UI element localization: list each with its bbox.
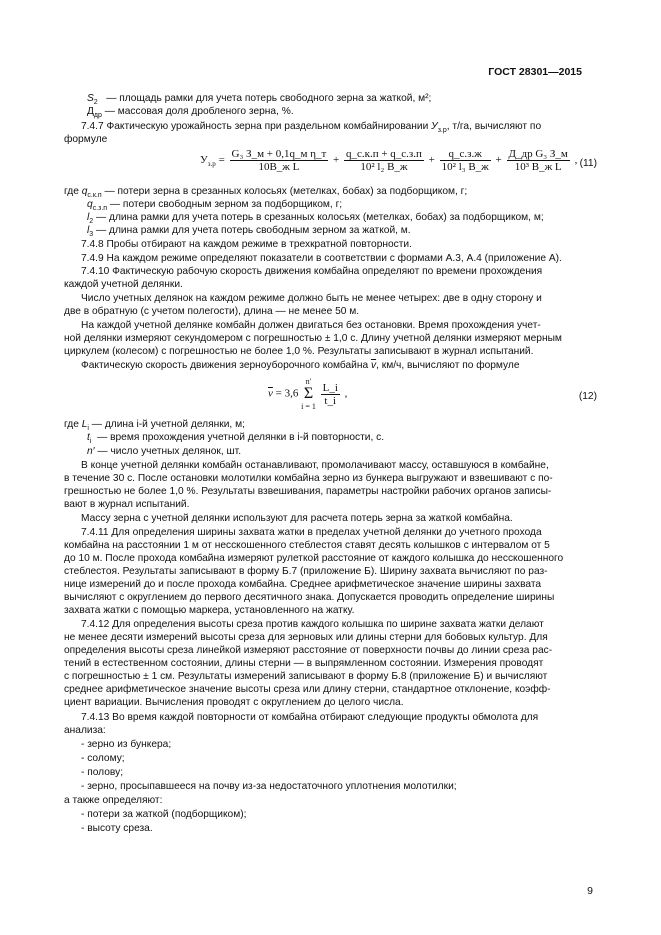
def-s2: $S_2$ — площадь рамки для учета потерь свободного зерна за жаткой, м²; <box>87 93 432 107</box>
para-7412-3: определения высоты среза линейкой измеряют расстояние от поверхности почвы до линии среза рас- <box>64 645 553 656</box>
para-move-3: циркулем (колесом) с погрешностью не более 1,0 %. Результаты записывают в журнал испытаний. <box>64 346 534 357</box>
para-7411-2: комбайна на расстоянии 1 м от несскошенного стеблестоя ставят десять колышков с интервалом от 5 <box>64 540 550 551</box>
para-stop-4: вают в журнал испытаний. <box>64 499 190 510</box>
para-stop-3: грешностью не более 1,0 %. Результаты взвешивания, параметры настройки рабочих органов записы- <box>64 486 552 497</box>
para-7412-2: не менее десяти измерений высоты среза для зерновых или длины стерни для бобовых культур. Для <box>64 632 548 643</box>
document-header: ГОСТ 28301—2015 <box>488 66 582 78</box>
para-749: 7.4.9 На каждом режиме определяют показатели в соответствии с формами А.3, А.4 (приложение А). <box>81 253 562 264</box>
def-nprime: n′ — число учетных делянок, шт. <box>87 446 242 457</box>
para-7412-7: циент вариации. Вычисления проводят с округлением до целого числа. <box>64 697 404 708</box>
list-item: - солому; <box>81 753 125 764</box>
para-7411-3: до 10 м. После прохода комбайна измеряют рулеткой расстояние от каждого колышка до несскошенного <box>64 553 564 564</box>
formula-12-number: (12) <box>578 391 597 402</box>
para-stop-2: в течение 30 с. После остановки молотилки комбайна зерно из бункера выгружают и взвешивают с по- <box>64 473 553 484</box>
formula-12: $\overline{v} = 3,6$ n′ Σ i = 1 $\frac{L\_i}{t\_i}$ , <box>268 377 348 411</box>
para-747: 7.4.7 Фактическую урожайность зерна при раздельном комбайнировании $У_{з.р}$, т/га, вычисляют по <box>81 121 542 135</box>
para-move-2: ной делянки измеряют секундомером с погрешностью ± 1,0 с. Длину учетной делянки измеряют мерным <box>64 333 562 344</box>
para-speed: Фактическую скорость движения зерноуборочного комбайна $\overline{v}$, км/ч, вычисляют по формуле <box>81 360 520 371</box>
def-ddr: $Д_{др}$ — массовая доля дробленого зерна, %. <box>87 106 294 120</box>
def-qszp: $q_{с.з.п}$ — потери свободным зерном за подборщиком, г; <box>87 199 343 213</box>
para-plots-1: Число учетных делянок на каждом режиме должно быть не менее четырех: две в одну сторону и <box>81 293 542 304</box>
page-number: 9 <box>587 885 593 897</box>
para-7410-cont: каждой учетной делянки. <box>64 279 183 290</box>
list-item: - полову; <box>81 767 124 778</box>
para-7412-5: с погрешностью ± 1 см. Результаты измерений записывают в форму Б.8 (приложение Б) и вычисляют <box>64 671 548 682</box>
para-7413-2: анализа: <box>64 725 106 736</box>
para-7412-6: среднее арифметическое значение высоты среза или длину стерни, стандартное отклонение, коэфф- <box>64 684 551 695</box>
para-7411-6: вычисляют с округлением до первого десятичного знака. Допускается проводить определение ширины <box>64 592 555 603</box>
para-mass: Массу зерна с учетной делянки используют для расчета потерь зерна за жаткой комбайна. <box>81 513 513 524</box>
def-ti: $t_i$ — время прохождения учетной делянки в i-й повторности, с. <box>87 432 385 446</box>
list-item: - зерно из бункера; <box>81 739 172 750</box>
para-plots-2: две в обратную (с учетом полегости), длина — не менее 50 м. <box>64 306 360 317</box>
formula-11-number: (11) <box>579 158 597 169</box>
para-stop-1: В конце учетной делянки комбайн останавливают, промолачивают массу, оставшуюся в комбайне, <box>81 460 549 471</box>
para-7411-5: нице измерений до и после прохода комбайна. Среднее арифметическое значение ширины захвата <box>64 579 542 590</box>
list-item: - потери за жаткой (подборщиком); <box>81 809 247 820</box>
list-item: - высоту среза. <box>81 823 153 834</box>
para-7413-1: 7.4.13 Во время каждой повторности от комбайна отбирают следующие продукты обмолота для <box>81 712 539 723</box>
para-move-1: На каждой учетной делянке комбайн должен двигаться без остановки. Время прохождения учет- <box>81 320 541 331</box>
para-7410: 7.4.10 Фактическую рабочую скорость движения комбайна определяют по времени прохождения <box>81 266 543 277</box>
list-item: - зерно, просыпавшееся на почву из-за недостаточного уплотнения молотилки; <box>81 781 457 792</box>
para-7411-1: 7.4.11 Для определения ширины захвата жатки в пределах учетной делянки до учетного прохода <box>81 527 542 538</box>
para-747-cont: формуле <box>64 134 108 145</box>
def-qskp: где $q_{с.к.п}$ — потери зерна в срезанных колосьях (метелках, бобах) за подборщиком, г; <box>64 186 468 200</box>
def-l3: $l_3$ — длина рамки для учета потерь свободным зерном за жаткой, м. <box>87 225 411 239</box>
para-7411-4: стеблестоя. Результаты записывают в форму Б.7 (приложение Б). Ширину захвата вычисляют по раз- <box>64 566 548 577</box>
para-also: а также определяют: <box>64 795 163 806</box>
para-7412-1: 7.4.12 Для определения высоты среза против каждого колышка по ширине захвата жатки делают <box>81 619 544 630</box>
para-7411-7: захвата жатки с помощью маркера, установленного на жатку. <box>64 605 355 616</box>
def-l2: $l_2$ — длина рамки для учета потерь в срезанных колосьях (метелках, бобах) за подборщиком, м; <box>87 212 544 226</box>
def-li: где $L_i$ — длина i-й учетной делянки, м; <box>64 419 245 433</box>
para-748: 7.4.8 Пробы отбирают на каждом режиме в трехкратной повторности. <box>81 239 412 250</box>
formula-11: $У_{з.р}$ = $\frac{\text{G₃ З\_м + 0,1q\_м η\_т}}{\text{10B\_ж L}}$ + $\frac{q\_с.к.п + q\_с.з.п}{\text{10² l₂ B\_ж}}$ + $\frac{q\_с.з.ж}{\text{10² l₃ B\_ж}}$ + $\frac{\text{Д\_др G₃ З\_м}}{\text{10³ B\_ж L}}$ , <box>200 148 578 173</box>
para-7412-4: тений в естественном состоянии, длины стерни — в выпрямленном состоянии. Измерения проводят <box>64 658 544 669</box>
